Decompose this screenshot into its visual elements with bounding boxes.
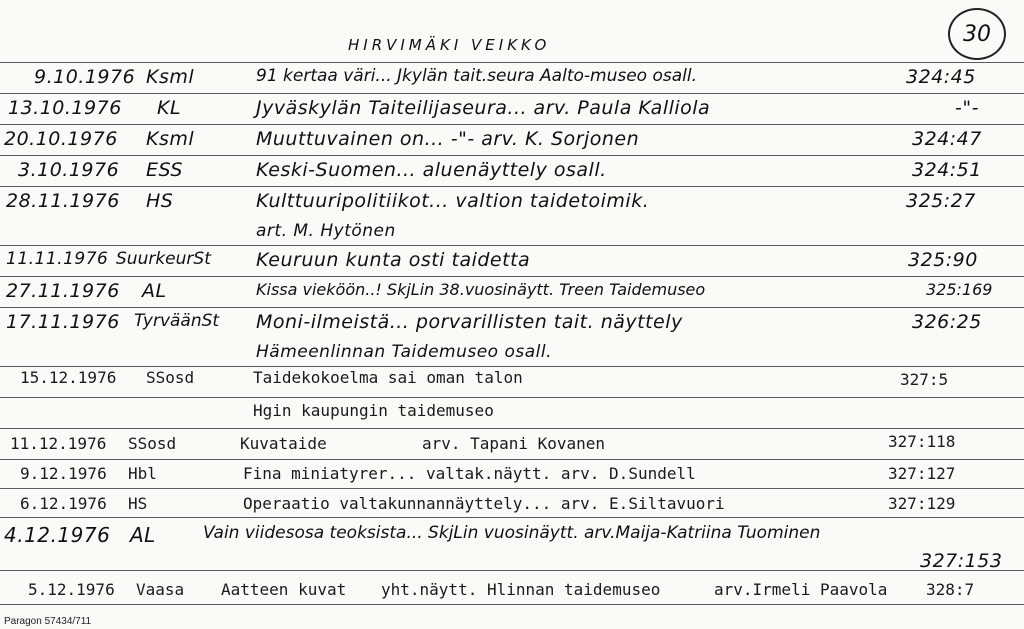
entry-ref: 327:153	[920, 550, 1003, 572]
entry-source: KL	[157, 97, 182, 119]
entry-source: SuurkeurSt	[116, 249, 211, 269]
entry-date: 11.11.1976	[6, 249, 109, 269]
entry-source: Ksml	[146, 66, 195, 88]
rule-line	[0, 186, 1024, 187]
entry-text: Moni-ilmeistä... porvarillisten tait. näyttely	[256, 311, 683, 333]
rule-line	[0, 570, 1024, 571]
entry-source: HS	[128, 494, 148, 513]
rule-line	[0, 517, 1024, 518]
entry-text: Vain viidesosa teoksista... SkjLin vuosinäytt. arv.Maija-Katriina Tuominen	[203, 523, 821, 543]
entry-source: Ksml	[146, 128, 195, 150]
entry-ref: 327:118	[888, 432, 956, 451]
entry-ref: 325:27	[906, 190, 976, 212]
entry-continuation: art. M. Hytönen	[256, 221, 396, 241]
entry-text: Kuvataide	[240, 434, 327, 453]
entry-text: Jyväskylän Taiteilijaseura... arv. Paula Kalliola	[256, 97, 711, 119]
entry-ref: 324:45	[906, 66, 976, 88]
entry-text: Aatteen kuvat	[221, 580, 347, 599]
entry-text: Kulttuuripolitiikot... valtion taidetoimik.	[256, 190, 650, 212]
entry-source: SSosd	[128, 434, 177, 453]
entry-date: 20.10.1976	[4, 128, 118, 150]
entry-venue: yht.näytt. Hlinnan taidemuseo	[381, 580, 661, 599]
entry-source: TyrväänSt	[134, 311, 220, 331]
card-number-badge: 30	[948, 8, 1006, 60]
entry-date: 13.10.1976	[8, 97, 122, 119]
entry-reviewer: arv. Tapani Kovanen	[422, 434, 606, 453]
entry-source: Hbl	[128, 464, 157, 483]
entry-ref: 325:169	[926, 280, 993, 299]
rule-line	[0, 397, 1024, 398]
rule-line	[0, 604, 1024, 605]
entry-date: 4.12.1976	[4, 523, 111, 547]
entry-source: SSosd	[146, 368, 195, 387]
rule-line	[0, 428, 1024, 429]
entry-text: Taidekokoelma sai oman talon	[253, 368, 523, 387]
entry-source: AL	[142, 280, 167, 302]
entry-date: 17.11.1976	[6, 311, 120, 333]
entry-ref: 324:51	[912, 159, 982, 181]
entry-date: 15.12.1976	[20, 368, 117, 387]
rule-line	[0, 155, 1024, 156]
entry-date: 27.11.1976	[6, 280, 120, 302]
card-header-name: HIRVIMÄKI VEIKKO	[348, 36, 551, 54]
entry-ref: 328:7	[926, 580, 975, 599]
entry-ref: 324:47	[912, 128, 982, 150]
rule-line	[0, 488, 1024, 489]
rule-line	[0, 366, 1024, 367]
entry-reviewer: arv.Irmeli Paavola	[714, 580, 888, 599]
entry-date: 9.10.1976	[34, 66, 136, 88]
entry-continuation: Hgin kaupungin taidemuseo	[253, 401, 494, 420]
rule-line	[0, 124, 1024, 125]
rule-line	[0, 93, 1024, 94]
entry-text: Fina miniatyrer... valtak.näytt. arv. D.Sundell	[243, 464, 696, 483]
entry-text: 91 kertaa väri... Jkylän tait.seura Aalto-museo osall.	[256, 66, 698, 86]
entry-ref: -"-	[955, 97, 979, 119]
entry-text: Muuttuvainen on... -"- arv. K. Sorjonen	[256, 128, 640, 150]
entry-source: AL	[130, 523, 156, 547]
entry-ref: 326:25	[912, 311, 982, 333]
rule-line	[0, 459, 1024, 460]
entry-ref: 327:127	[888, 464, 956, 483]
entry-ref: 327:5	[900, 370, 949, 389]
entry-source: Vaasa	[136, 580, 185, 599]
entry-date: 9.12.1976	[20, 464, 107, 483]
entry-date: 28.11.1976	[6, 190, 120, 212]
entry-date: 5.12.1976	[28, 580, 115, 599]
entry-text: Keski-Suomen... aluenäyttely osall.	[256, 159, 607, 181]
entry-text: Operaatio valtakunnannäyttely... arv. E.Siltavuori	[243, 494, 725, 513]
entry-source: HS	[146, 190, 174, 212]
entry-date: 11.12.1976	[10, 434, 107, 453]
printer-imprint: Paragon 57434/711	[4, 616, 92, 627]
entry-source: ESS	[146, 159, 183, 181]
rule-line	[0, 307, 1024, 308]
entry-date: 6.12.1976	[20, 494, 107, 513]
entry-text: Kissa vieköön..! SkjLin 38.vuosinäytt. Treen Taidemuseo	[256, 280, 706, 299]
rule-line	[0, 276, 1024, 277]
entry-ref: 325:90	[908, 249, 978, 271]
entry-text: Keuruun kunta osti taidetta	[256, 249, 531, 271]
rule-line	[0, 245, 1024, 246]
entry-continuation: Hämeenlinnan Taidemuseo osall.	[256, 342, 553, 362]
entry-date: 3.10.1976	[18, 159, 120, 181]
entry-ref: 327:129	[888, 494, 956, 513]
rule-line	[0, 62, 1024, 63]
